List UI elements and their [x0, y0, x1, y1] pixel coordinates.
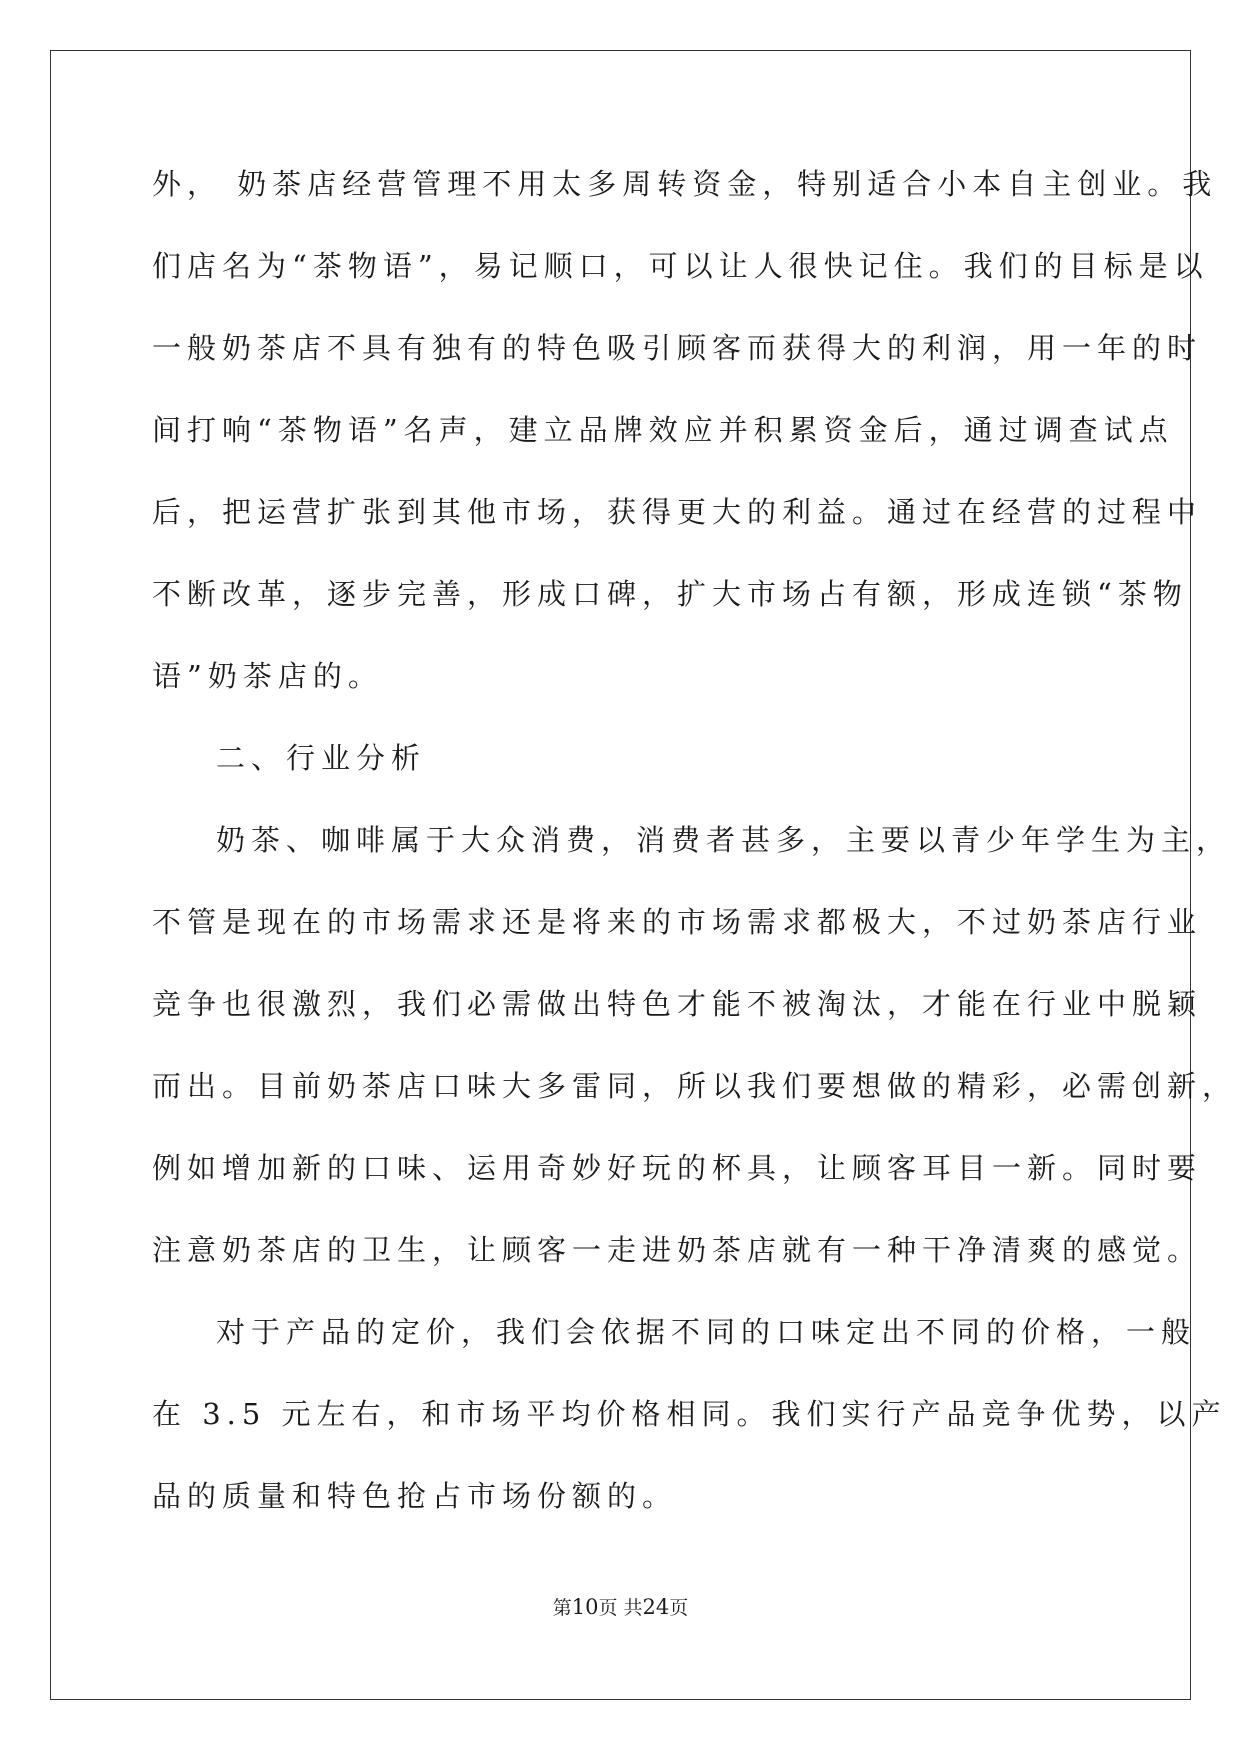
text-line: 注意奶茶店的卫生，让顾客一走进奶茶店就有一种干净清爽的感觉。 [152, 1233, 1203, 1267]
footer-prefix: 第 [552, 1597, 572, 1619]
total-page-number: 24 [642, 1595, 670, 1619]
text-line: 而出。目前奶茶店口味大多雷同，所以我们要想做的精彩，必需创新， [152, 1069, 1238, 1103]
document-body [152, 158, 1238, 1552]
text-line: 外， 奶茶店经营管理不用太多周转资金，特别适合小本自主创业。我 [152, 167, 1218, 201]
text-line: 后，把运营扩张到其他市场，获得更大的利益。通过在经营的过程中 [152, 495, 1203, 529]
text-line: 例如增加新的口味、运用奇妙好玩的杯具，让顾客耳目一新。同时要 [152, 1151, 1203, 1185]
text-line: 二、行业分析 [216, 741, 427, 775]
page-footer [0, 1593, 1241, 1620]
text-line: 奶茶、咖啡属于大众消费，消费者甚多，主要以青少年学生为主， [216, 823, 1232, 857]
text-line: 品的质量和特色抢占市场份额的。 [152, 1479, 678, 1513]
current-page-number: 10 [571, 1595, 599, 1619]
text-line: 间打响“茶物语”名声，建立品牌效应并积累资金后，通过调查试点 [152, 413, 1174, 447]
text-line: 对于产品的定价，我们会依据不同的口味定出不同的价格，一般 [216, 1315, 1197, 1349]
text-line: 语”奶茶店的。 [152, 659, 383, 693]
text-line: 竞争也很激烈，我们必需做出特色才能不被淘汰，才能在行业中脱颖 [152, 987, 1203, 1021]
text-line: 在 3.5 元左右，和市场平均价格相同。我们实行产品竞争优势，以产 [152, 1397, 1227, 1431]
footer-suffix: 页 [669, 1597, 689, 1619]
footer-mid: 页 共 [598, 1597, 643, 1619]
text-line: 不断改革，逐步完善，形成口碑，扩大市场占有额，形成连锁“茶物 [152, 577, 1188, 611]
text-line: 们店名为“茶物语”，易记顺口，可以让人很快记住。我们的目标是以 [152, 249, 1209, 283]
text-line: 一般奶茶店不具有独有的特色吸引顾客而获得大的利润，用一年的时 [152, 331, 1203, 365]
text-line: 不管是现在的市场需求还是将来的市场需求都极大，不过奶茶店行业 [152, 905, 1203, 939]
